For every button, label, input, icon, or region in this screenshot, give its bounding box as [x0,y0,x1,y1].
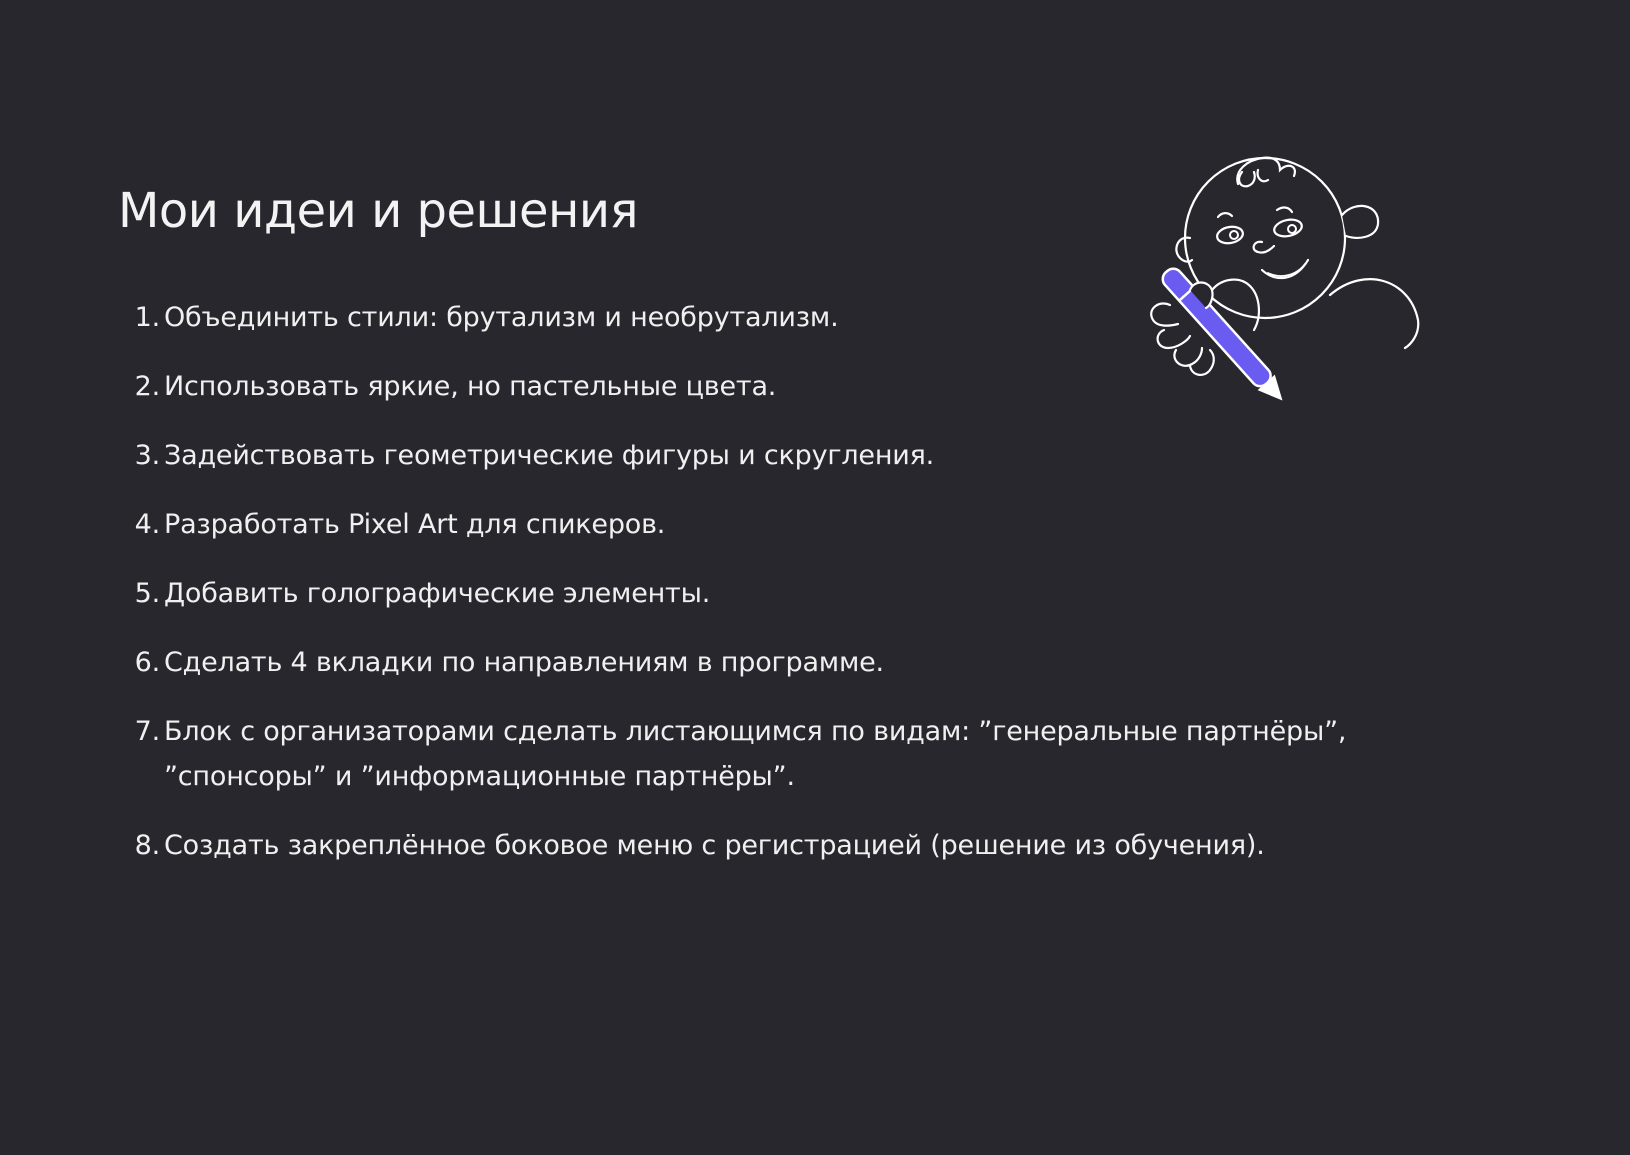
list-item [120,709,1464,799]
list-item-text: Блок с организаторами сделать листающимся по видам: ”генеральные партнёры”, ”спонсоры” и ”информационные партнёры”. [164,716,1347,792]
list-item-number: 8. [134,830,160,861]
person-with-pencil-icon [1130,140,1460,410]
list-item [120,640,1464,685]
list-item-text: Разработать Pixel Art для спикеров. [164,509,666,540]
page-title: Мои идеи и решения [118,183,638,239]
list-item-number: 6. [134,647,160,678]
list-item [120,502,1464,547]
list-item-number: 1. [134,302,160,333]
list-item-text: Задействовать геометрические фигуры и скругления. [164,440,935,471]
list-item-number: 7. [134,716,160,747]
list-item-text: Объединить стили: брутализм и необрутализм. [164,302,839,333]
list-item-number: 5. [134,578,160,609]
list-item [120,571,1464,616]
list-item [120,823,1464,868]
list-item-number: 4. [134,509,160,540]
list-item [120,433,1464,478]
list-item-text: Сделать 4 вкладки по направлениям в программе. [164,647,884,678]
list-item-number: 3. [134,440,160,471]
list-item-text: Создать закреплённое боковое меню с регистрацией (решение из обучения). [164,830,1265,861]
list-item-text: Использовать яркие, но пастельные цвета. [164,371,777,402]
list-item-text: Добавить голографические элементы. [164,578,711,609]
list-item-number: 2. [134,371,160,402]
